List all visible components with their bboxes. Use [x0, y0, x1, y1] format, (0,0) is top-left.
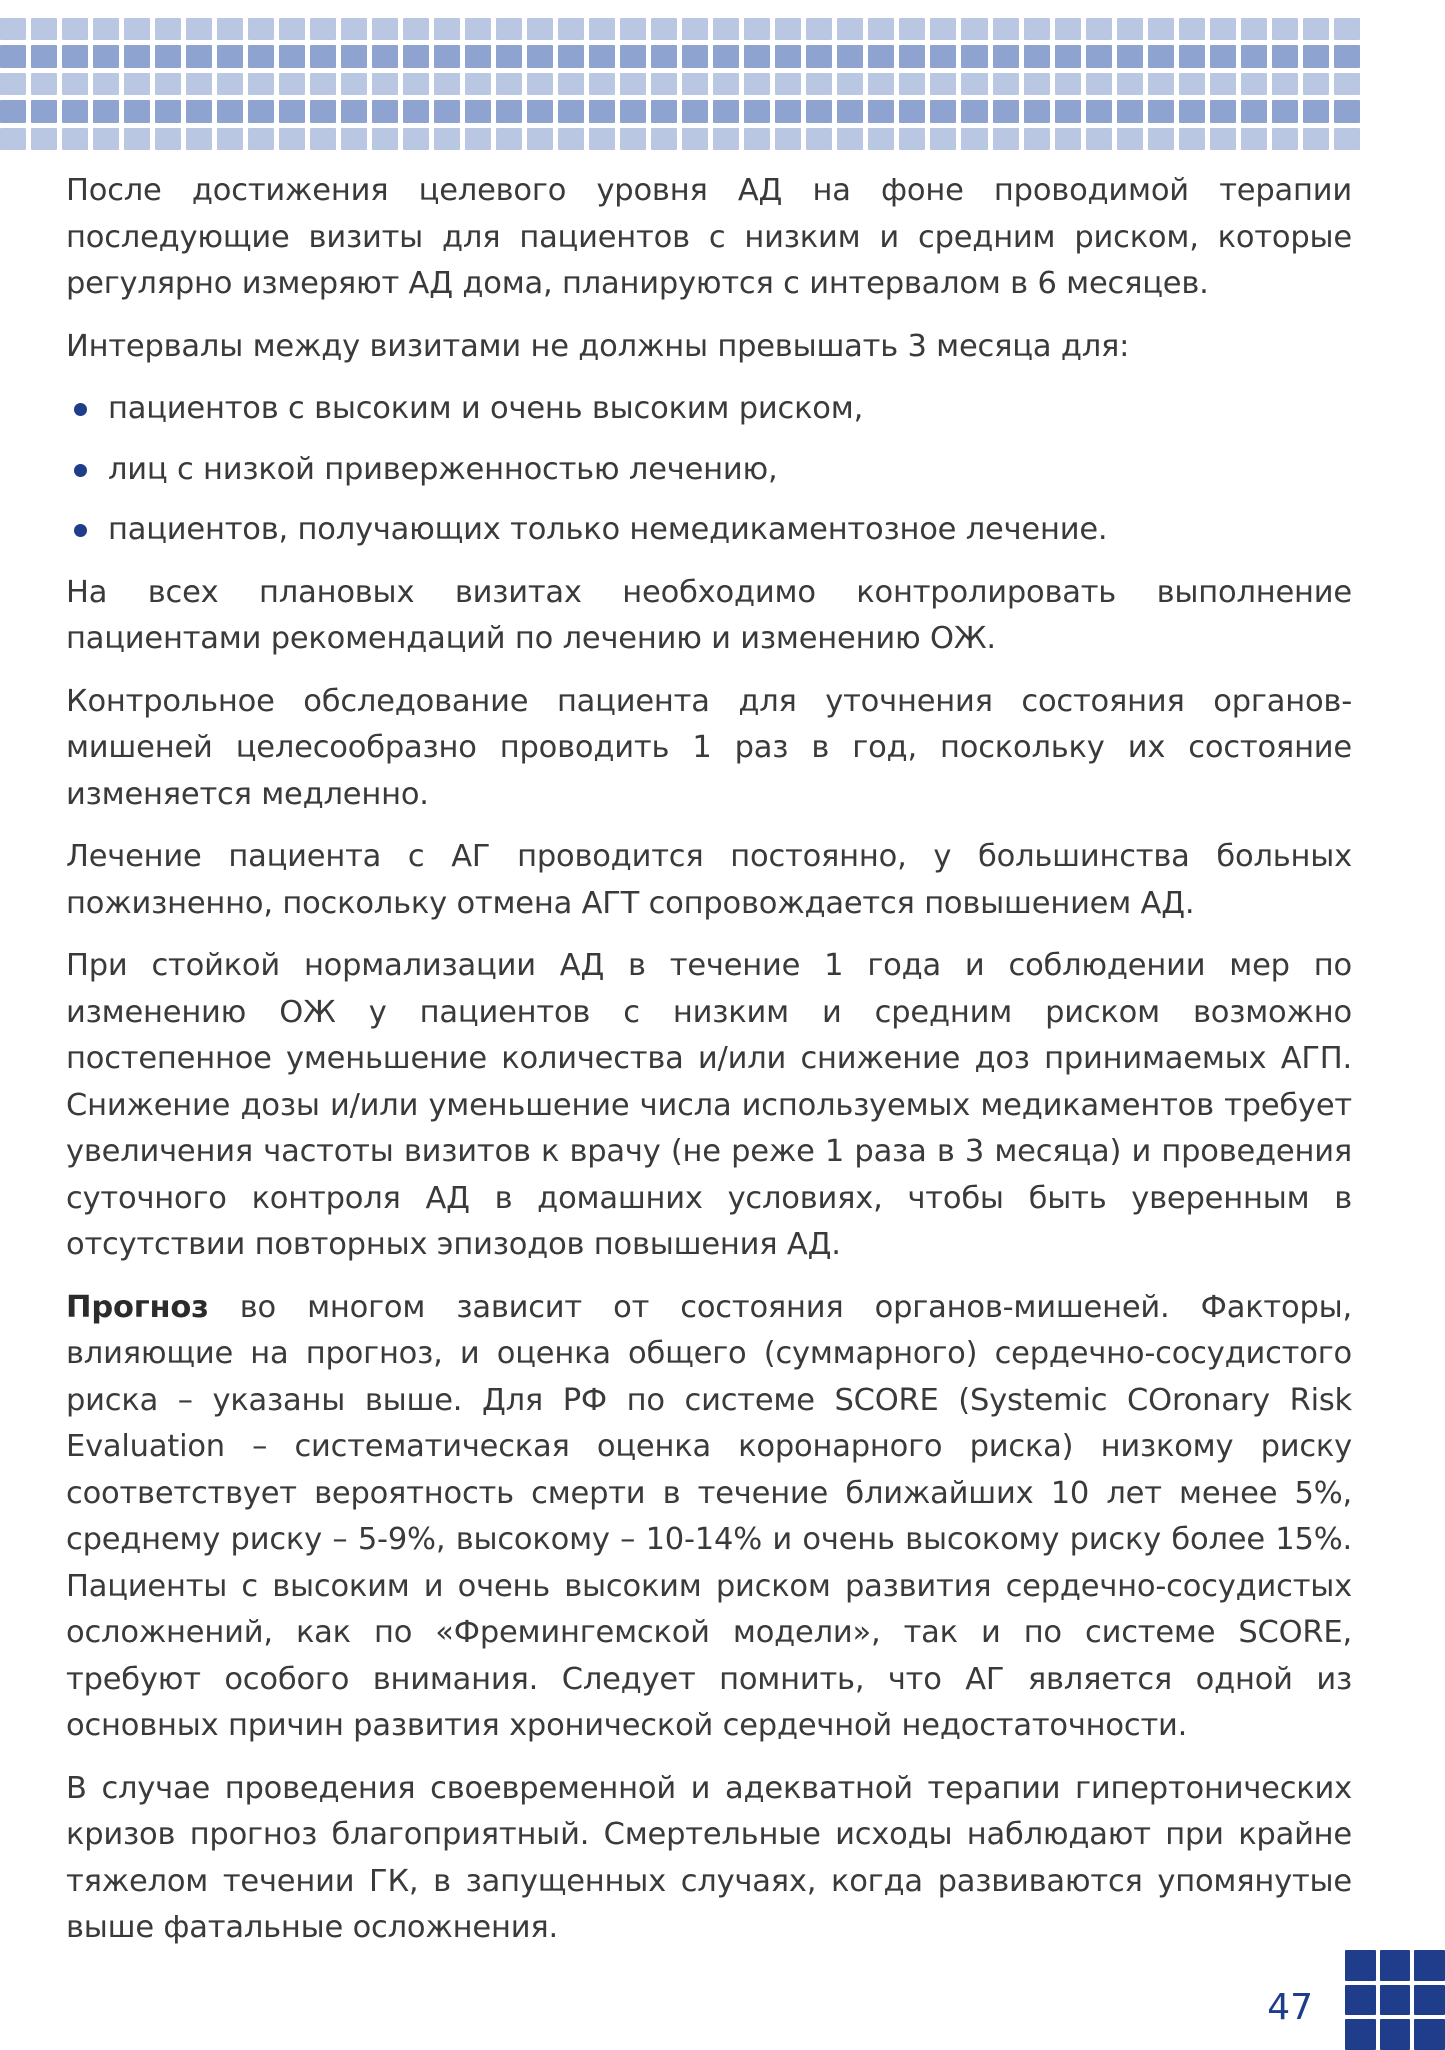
- band-cell: [310, 128, 336, 150]
- band-cell: [496, 100, 522, 122]
- band-cell: [279, 73, 305, 95]
- band-cell: [961, 128, 987, 150]
- list-item: [66, 386, 1352, 433]
- band-cell: [1241, 45, 1267, 67]
- band-cell: [930, 100, 956, 122]
- band-cell: [1210, 73, 1236, 95]
- band-cell: [1024, 128, 1050, 150]
- band-cell: [248, 18, 274, 40]
- band-cell: [248, 45, 274, 67]
- band-cell: [589, 45, 615, 67]
- band-cell: [1055, 128, 1081, 150]
- band-cell: [993, 45, 1019, 67]
- band-cell: [155, 73, 181, 95]
- band-cell: [124, 45, 150, 67]
- band-cell: [837, 100, 863, 122]
- band-cell: [31, 45, 57, 67]
- band-cell: [837, 128, 863, 150]
- band-cell: [465, 73, 491, 95]
- band-cell: [248, 100, 274, 122]
- band-cell: [217, 73, 243, 95]
- band-cell: [1086, 45, 1112, 67]
- band-cell: [465, 18, 491, 40]
- band-cell: [0, 73, 26, 95]
- list-item-text: пациентов, получающих только немедикаментозное лечение.: [108, 512, 1108, 547]
- band-cell: [124, 128, 150, 150]
- band-cell: [1055, 100, 1081, 122]
- corner-cell: [1345, 1985, 1376, 2016]
- band-cell: [775, 128, 801, 150]
- band-cell: [775, 18, 801, 40]
- band-cell: [186, 18, 212, 40]
- band-cell: [1024, 45, 1050, 67]
- band-cell: [62, 128, 88, 150]
- band-cell: [930, 18, 956, 40]
- paragraph-prognosis: [66, 1285, 1352, 1750]
- band-cell: [589, 73, 615, 95]
- corner-cell: [1414, 1950, 1445, 1981]
- band-cell: [899, 128, 925, 150]
- band-cell: [744, 73, 770, 95]
- band-cell: [1334, 100, 1360, 122]
- paragraph-crisis-prognosis: В случае проведения своевременной и адекватной терапии гипертонических кризов прогноз благоприятный. Смертельные исходы наблюдают при крайне тяжелом течении ГК, в запущенных случаях, когда развиваются упомянутые выше фатальные осложнения.: [66, 1770, 1352, 1945]
- band-cell: [403, 100, 429, 122]
- band-row: [0, 73, 1360, 95]
- band-cell: [62, 18, 88, 40]
- band-cell: [744, 45, 770, 67]
- band-cell: [868, 45, 894, 67]
- bullet-dot-icon: [74, 464, 87, 477]
- band-cell: [403, 128, 429, 150]
- band-cell: [279, 100, 305, 122]
- band-cell: [806, 128, 832, 150]
- band-cell: [217, 18, 243, 40]
- band-cell: [682, 45, 708, 67]
- band-cell: [1117, 73, 1143, 95]
- band-cell: [868, 73, 894, 95]
- list-item-text: пациентов с высоким и очень высоким риском,: [108, 391, 864, 426]
- band-cell: [372, 73, 398, 95]
- page-body: [66, 168, 1352, 1968]
- band-cell: [527, 128, 553, 150]
- band-cell: [341, 128, 367, 150]
- band-cell: [806, 100, 832, 122]
- band-cell: [403, 18, 429, 40]
- band-cell: [1117, 45, 1143, 67]
- page-number: 47: [1267, 1987, 1313, 2028]
- corner-cell: [1414, 1985, 1445, 2016]
- bullet-list: [66, 386, 1352, 554]
- band-cell: [930, 128, 956, 150]
- band-cell: [93, 100, 119, 122]
- band-cell: [589, 100, 615, 122]
- band-cell: [217, 128, 243, 150]
- band-cell: [93, 128, 119, 150]
- band-cell: [558, 18, 584, 40]
- band-cell: [0, 45, 26, 67]
- band-cell: [961, 45, 987, 67]
- band-cell: [124, 73, 150, 95]
- band-cell: [1210, 128, 1236, 150]
- band-cell: [993, 73, 1019, 95]
- band-cell: [930, 73, 956, 95]
- band-cell: [1148, 128, 1174, 150]
- corner-cell: [1345, 2019, 1376, 2050]
- prognosis-text: во многом зависит от состояния органов-мишеней. Факторы, влияющие на прогноз, и оценка общего (суммарного) сердечно-сосудистого риска – указаны выше. Для РФ по системе SCORE (Systemic COronary Risk Evaluation – систематическая оценка коронарного риска) низкому риску соответствует вероятность смерти в течение ближайших 10 лет менее 5%, среднему риску – 5-9%, высокому – 10-14% и очень высокому риску более 15%. Пациенты с высоким и очень высоким риском развития сердечно-сосудистых осложнений, как по «Фремингемской модели», так и по системе SCORE, требуют особого внимания. Следует помнить, что АГ является одной из основных причин развития хронической сердечной недостаточности.: [66, 1289, 1352, 1743]
- band-cell: [93, 18, 119, 40]
- band-cell: [372, 45, 398, 67]
- band-cell: [434, 73, 460, 95]
- band-cell: [1241, 73, 1267, 95]
- band-cell: [372, 128, 398, 150]
- band-cell: [93, 73, 119, 95]
- band-cell: [993, 128, 1019, 150]
- band-cell: [682, 73, 708, 95]
- band-cell: [310, 100, 336, 122]
- band-cell: [651, 73, 677, 95]
- band-cell: [186, 128, 212, 150]
- band-cell: [1303, 18, 1329, 40]
- band-cell: [993, 18, 1019, 40]
- band-cell: [558, 45, 584, 67]
- band-cell: [310, 18, 336, 40]
- band-cell: [1272, 73, 1298, 95]
- band-cell: [1303, 100, 1329, 122]
- band-cell: [0, 100, 26, 122]
- band-cell: [62, 100, 88, 122]
- band-cell: [124, 18, 150, 40]
- band-row: [0, 18, 1360, 40]
- band-cell: [465, 128, 491, 150]
- band-cell: [186, 73, 212, 95]
- corner-decorative-grid: [1345, 1950, 1445, 2050]
- band-cell: [1303, 73, 1329, 95]
- band-cell: [806, 73, 832, 95]
- band-cell: [961, 73, 987, 95]
- band-cell: [155, 18, 181, 40]
- paragraph-normalization: При стойкой нормализации АД в течение 1 года и соблюдении мер по изменению ОЖ у пациентов с низким и средним риском возможно постепенное уменьшение количества и/или снижение доз принимаемых АГП. Снижение дозы и/или уменьшение числа используемых медикаментов требует увеличения частоты визитов к врачу (не реже 1 раза в 3 месяца) и проведения суточного контроля АД в домашних условиях, чтобы быть уверенным в отсутствии повторных эпизодов повышения АД.: [66, 948, 1352, 1262]
- band-cell: [248, 128, 274, 150]
- band-cell: [310, 73, 336, 95]
- band-cell: [496, 18, 522, 40]
- band-cell: [713, 45, 739, 67]
- band-cell: [1334, 128, 1360, 150]
- band-cell: [1055, 45, 1081, 67]
- band-cell: [1148, 18, 1174, 40]
- band-cell: [589, 18, 615, 40]
- band-cell: [899, 45, 925, 67]
- band-cell: [496, 45, 522, 67]
- band-cell: [124, 100, 150, 122]
- band-cell: [1210, 100, 1236, 122]
- band-cell: [403, 45, 429, 67]
- band-cell: [899, 18, 925, 40]
- band-cell: [1179, 18, 1205, 40]
- paragraph-treatment: Лечение пациента с АГ проводится постоянно, у большинства больных пожизненно, поскольку отмена АГТ сопровождается повышением АД.: [66, 839, 1352, 921]
- band-cell: [558, 100, 584, 122]
- band-cell: [279, 18, 305, 40]
- band-cell: [31, 18, 57, 40]
- band-row: [0, 100, 1360, 122]
- corner-cell: [1380, 2019, 1411, 2050]
- band-cell: [1272, 100, 1298, 122]
- band-cell: [961, 100, 987, 122]
- band-cell: [1303, 45, 1329, 67]
- band-cell: [31, 100, 57, 122]
- band-cell: [1148, 45, 1174, 67]
- band-cell: [341, 100, 367, 122]
- band-cell: [1117, 18, 1143, 40]
- band-cell: [1334, 45, 1360, 67]
- band-cell: [527, 45, 553, 67]
- paragraph-planned-visits: На всех плановых визитах необходимо контролировать выполнение пациентами рекомендаций по лечению и изменению ОЖ.: [66, 574, 1352, 656]
- band-cell: [1024, 100, 1050, 122]
- band-cell: [1117, 100, 1143, 122]
- band-cell: [1086, 100, 1112, 122]
- band-cell: [713, 18, 739, 40]
- band-cell: [403, 73, 429, 95]
- band-cell: [961, 18, 987, 40]
- bullet-dot-icon: [74, 524, 87, 537]
- list-item: [66, 447, 1352, 494]
- band-cell: [620, 100, 646, 122]
- corner-cell: [1345, 1950, 1376, 1981]
- band-cell: [496, 73, 522, 95]
- band-cell: [434, 128, 460, 150]
- band-cell: [775, 45, 801, 67]
- band-cell: [341, 73, 367, 95]
- band-cell: [837, 73, 863, 95]
- band-cell: [558, 73, 584, 95]
- band-cell: [1210, 45, 1236, 67]
- band-cell: [434, 100, 460, 122]
- band-cell: [434, 45, 460, 67]
- band-cell: [868, 100, 894, 122]
- band-cell: [217, 100, 243, 122]
- band-cell: [155, 45, 181, 67]
- top-decorative-grid: [0, 18, 1360, 150]
- band-cell: [248, 73, 274, 95]
- band-cell: [527, 73, 553, 95]
- band-cell: [279, 45, 305, 67]
- band-cell: [1086, 18, 1112, 40]
- band-cell: [1272, 45, 1298, 67]
- band-cell: [1241, 18, 1267, 40]
- band-cell: [837, 18, 863, 40]
- bullet-dot-icon: [74, 403, 87, 416]
- list-item-text: лиц с низкой приверженностью лечению,: [108, 451, 778, 487]
- paragraph-visit-intervals: Интервалы между визитами не должны превышать 3 месяца для:: [66, 328, 1130, 364]
- band-cell: [1179, 73, 1205, 95]
- band-cell: [1179, 128, 1205, 150]
- paragraph-control-exam: Контрольное обследование пациента для уточнения состояния органов-мишеней целесообразно проводить 1 раз в год, поскольку их состояние изменяется медленно.: [66, 683, 1352, 812]
- band-cell: [1179, 100, 1205, 122]
- band-cell: [806, 18, 832, 40]
- band-cell: [558, 128, 584, 150]
- corner-cell: [1414, 2019, 1445, 2050]
- band-cell: [651, 100, 677, 122]
- band-cell: [620, 45, 646, 67]
- band-cell: [310, 45, 336, 67]
- band-cell: [620, 18, 646, 40]
- band-cell: [341, 18, 367, 40]
- band-cell: [372, 100, 398, 122]
- band-cell: [465, 100, 491, 122]
- band-cell: [1303, 128, 1329, 150]
- band-cell: [1334, 18, 1360, 40]
- band-cell: [31, 128, 57, 150]
- band-cell: [527, 100, 553, 122]
- band-cell: [155, 100, 181, 122]
- band-cell: [0, 18, 26, 40]
- band-cell: [744, 128, 770, 150]
- band-cell: [186, 100, 212, 122]
- band-cell: [806, 45, 832, 67]
- band-cell: [1241, 128, 1267, 150]
- band-cell: [775, 100, 801, 122]
- band-cell: [1148, 100, 1174, 122]
- band-cell: [62, 45, 88, 67]
- band-cell: [589, 128, 615, 150]
- corner-cell: [1380, 1985, 1411, 2016]
- band-row: [0, 128, 1360, 150]
- band-cell: [496, 128, 522, 150]
- band-cell: [1210, 18, 1236, 40]
- paragraph-followup-visits: После достижения целевого уровня АД на фоне проводимой терапии последующие визиты для пациентов с низким и средним риском, которые регулярно измеряют АД дома, планируются с интервалом в 6 месяцев.: [66, 173, 1352, 301]
- list-item: [66, 507, 1352, 554]
- band-cell: [93, 45, 119, 67]
- band-cell: [155, 128, 181, 150]
- band-cell: [620, 73, 646, 95]
- band-cell: [279, 128, 305, 150]
- band-cell: [1148, 73, 1174, 95]
- band-cell: [620, 128, 646, 150]
- band-cell: [372, 18, 398, 40]
- band-row: [0, 45, 1360, 67]
- band-cell: [527, 18, 553, 40]
- band-cell: [1241, 100, 1267, 122]
- band-cell: [1117, 128, 1143, 150]
- band-cell: [186, 45, 212, 67]
- band-cell: [930, 45, 956, 67]
- band-cell: [713, 73, 739, 95]
- band-cell: [899, 100, 925, 122]
- band-cell: [1024, 18, 1050, 40]
- corner-cell: [1380, 1950, 1411, 1981]
- band-cell: [713, 128, 739, 150]
- band-cell: [341, 45, 367, 67]
- band-cell: [837, 45, 863, 67]
- band-cell: [62, 73, 88, 95]
- band-cell: [0, 128, 26, 150]
- band-cell: [682, 18, 708, 40]
- band-cell: [465, 45, 491, 67]
- prognosis-heading: Прогноз: [66, 1289, 209, 1325]
- band-cell: [651, 18, 677, 40]
- band-cell: [1086, 73, 1112, 95]
- band-cell: [1024, 73, 1050, 95]
- band-cell: [899, 73, 925, 95]
- band-cell: [713, 100, 739, 122]
- band-cell: [744, 18, 770, 40]
- band-cell: [651, 128, 677, 150]
- band-cell: [775, 73, 801, 95]
- band-cell: [1272, 18, 1298, 40]
- band-cell: [1086, 128, 1112, 150]
- band-cell: [868, 128, 894, 150]
- band-cell: [434, 18, 460, 40]
- band-cell: [31, 73, 57, 95]
- band-cell: [744, 100, 770, 122]
- band-cell: [1055, 18, 1081, 40]
- band-cell: [993, 100, 1019, 122]
- band-cell: [682, 100, 708, 122]
- band-cell: [651, 45, 677, 67]
- band-cell: [1179, 45, 1205, 67]
- band-cell: [1055, 73, 1081, 95]
- band-cell: [217, 45, 243, 67]
- band-cell: [1334, 73, 1360, 95]
- band-cell: [868, 18, 894, 40]
- band-cell: [682, 128, 708, 150]
- band-cell: [1272, 128, 1298, 150]
